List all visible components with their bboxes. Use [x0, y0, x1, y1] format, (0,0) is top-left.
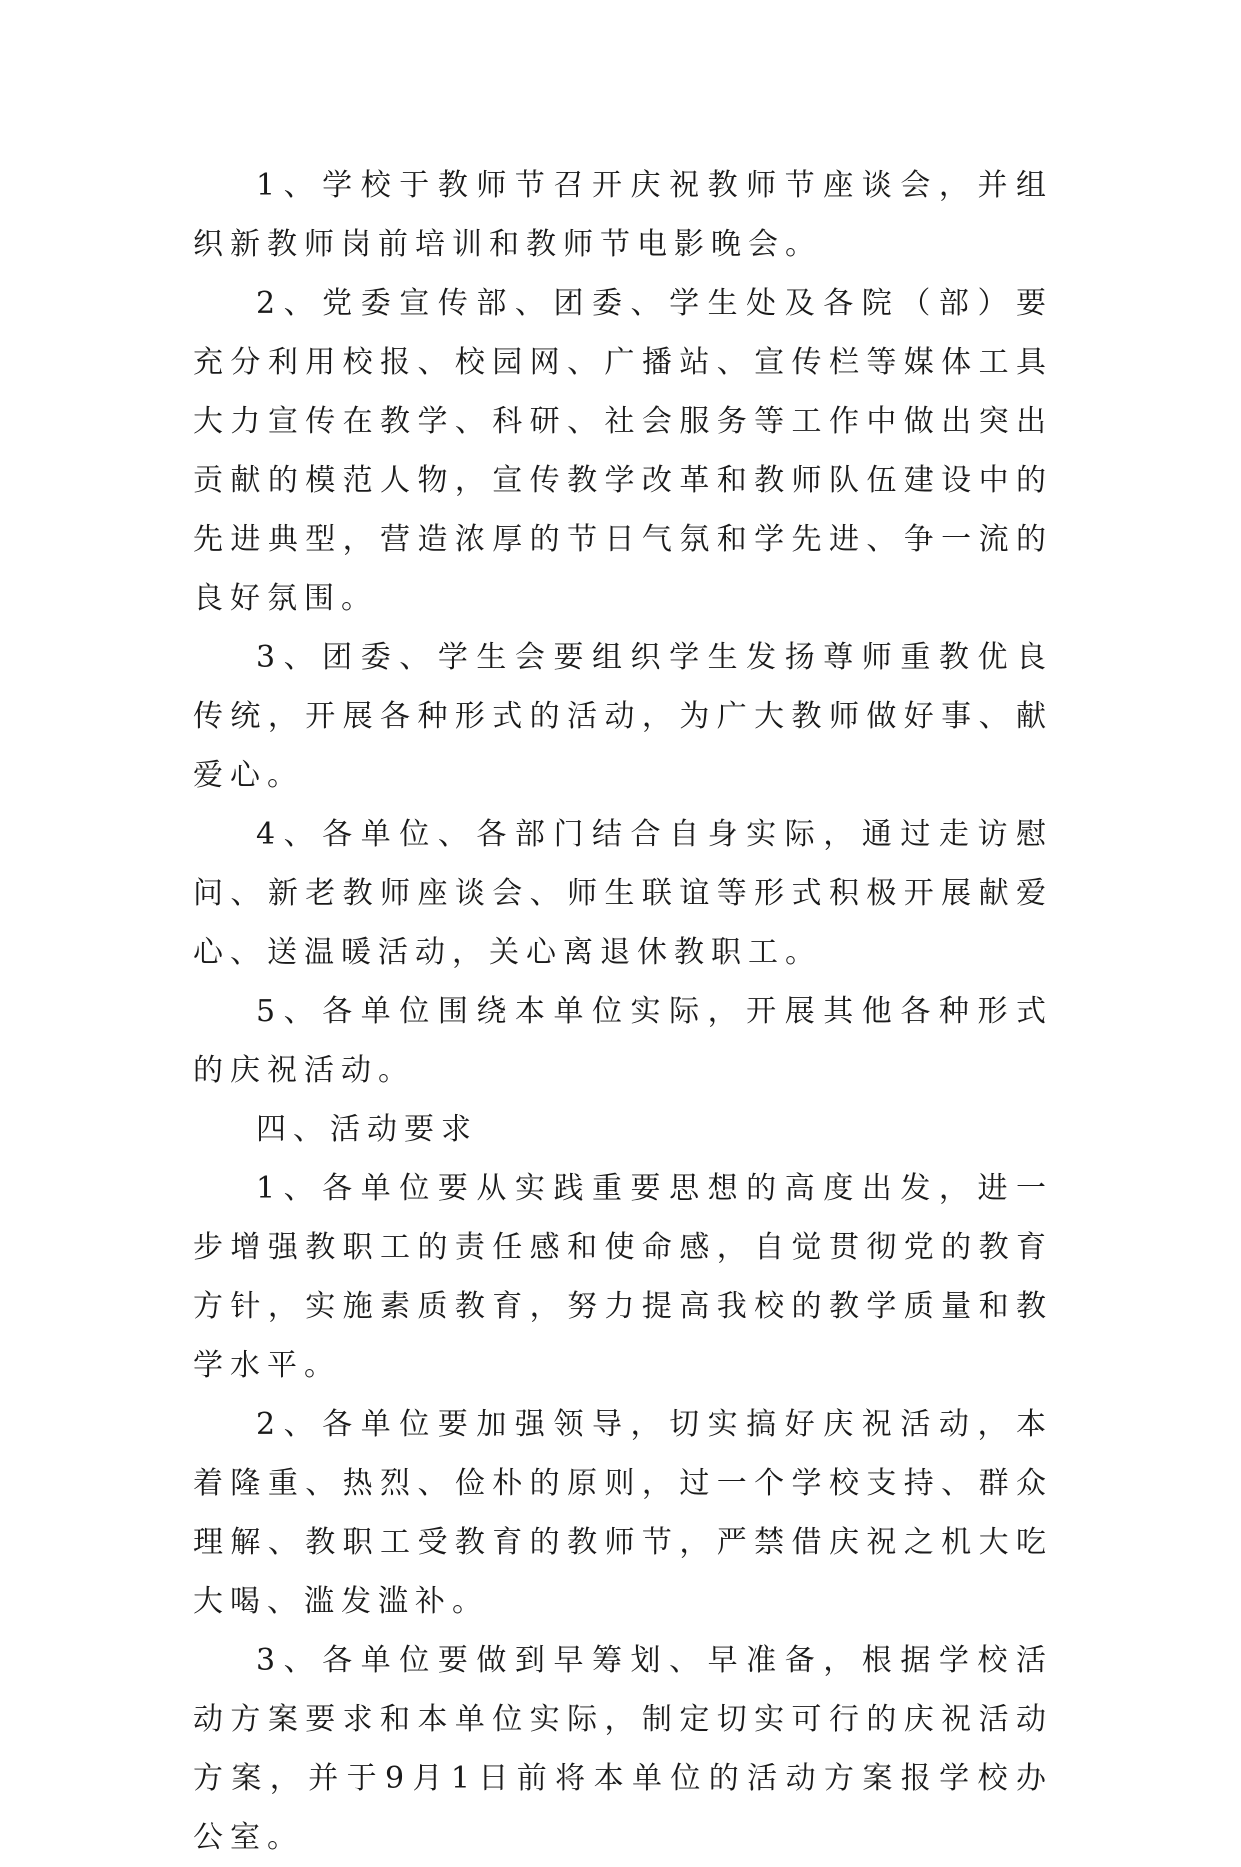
section-heading: 四、活动要求: [256, 1112, 478, 1147]
paragraph-activity-3: 3、团委、学生会要组织学生发扬尊师重教优良传统，开展各种形式的活动，为广大教师做好事、献爱心。: [193, 640, 1053, 793]
paragraph-requirement-3: 3、各单位要做到早筹划、早准备，根据学校活动方案要求和本单位实际，制定切实可行的庆祝活动方案，并于9月1日前将本单位的活动方案报学校办公室。: [193, 1643, 1053, 1855]
paragraph-activity-4: 4、各单位、各部门结合自身实际，通过走访慰问、新老教师座谈会、师生联谊等形式积极开展献爱心、送温暖活动，关心离退休教职工。: [193, 817, 1053, 970]
paragraph-requirement-2: 2、各单位要加强领导，切实搞好庆祝活动，本着隆重、热烈、俭朴的原则，过一个学校支持、群众理解、教职工受教育的教师节，严禁借庆祝之机大吃大喝、滥发滥补。: [193, 1407, 1053, 1619]
paragraph-activity-2: 2、党委宣传部、团委、学生处及各院（部）要充分利用校报、校园网、广播站、宣传栏等媒体工具大力宣传在教学、科研、社会服务等工作中做出突出贡献的模范人物，宣传教学改革和教师队伍建设中的先进典型，营造浓厚的节日气氛和学先进、争一流的良好氛围。: [193, 286, 1053, 616]
paragraph-activity-1: 1、学校于教师节召开庆祝教师节座谈会，并组织新教师岗前培训和教师节电影晚会。: [193, 168, 1053, 262]
paragraph-requirement-1: 1、各单位要从实践重要思想的高度出发，进一步增强教职工的责任感和使命感，自觉贯彻党的教育方针，实施素质教育，努力提高我校的教学质量和教学水平。: [193, 1171, 1053, 1383]
document-body: [193, 156, 1053, 1867]
paragraph-activity-5: 5、各单位围绕本单位实际，开展其他各种形式的庆祝活动。: [193, 994, 1053, 1088]
